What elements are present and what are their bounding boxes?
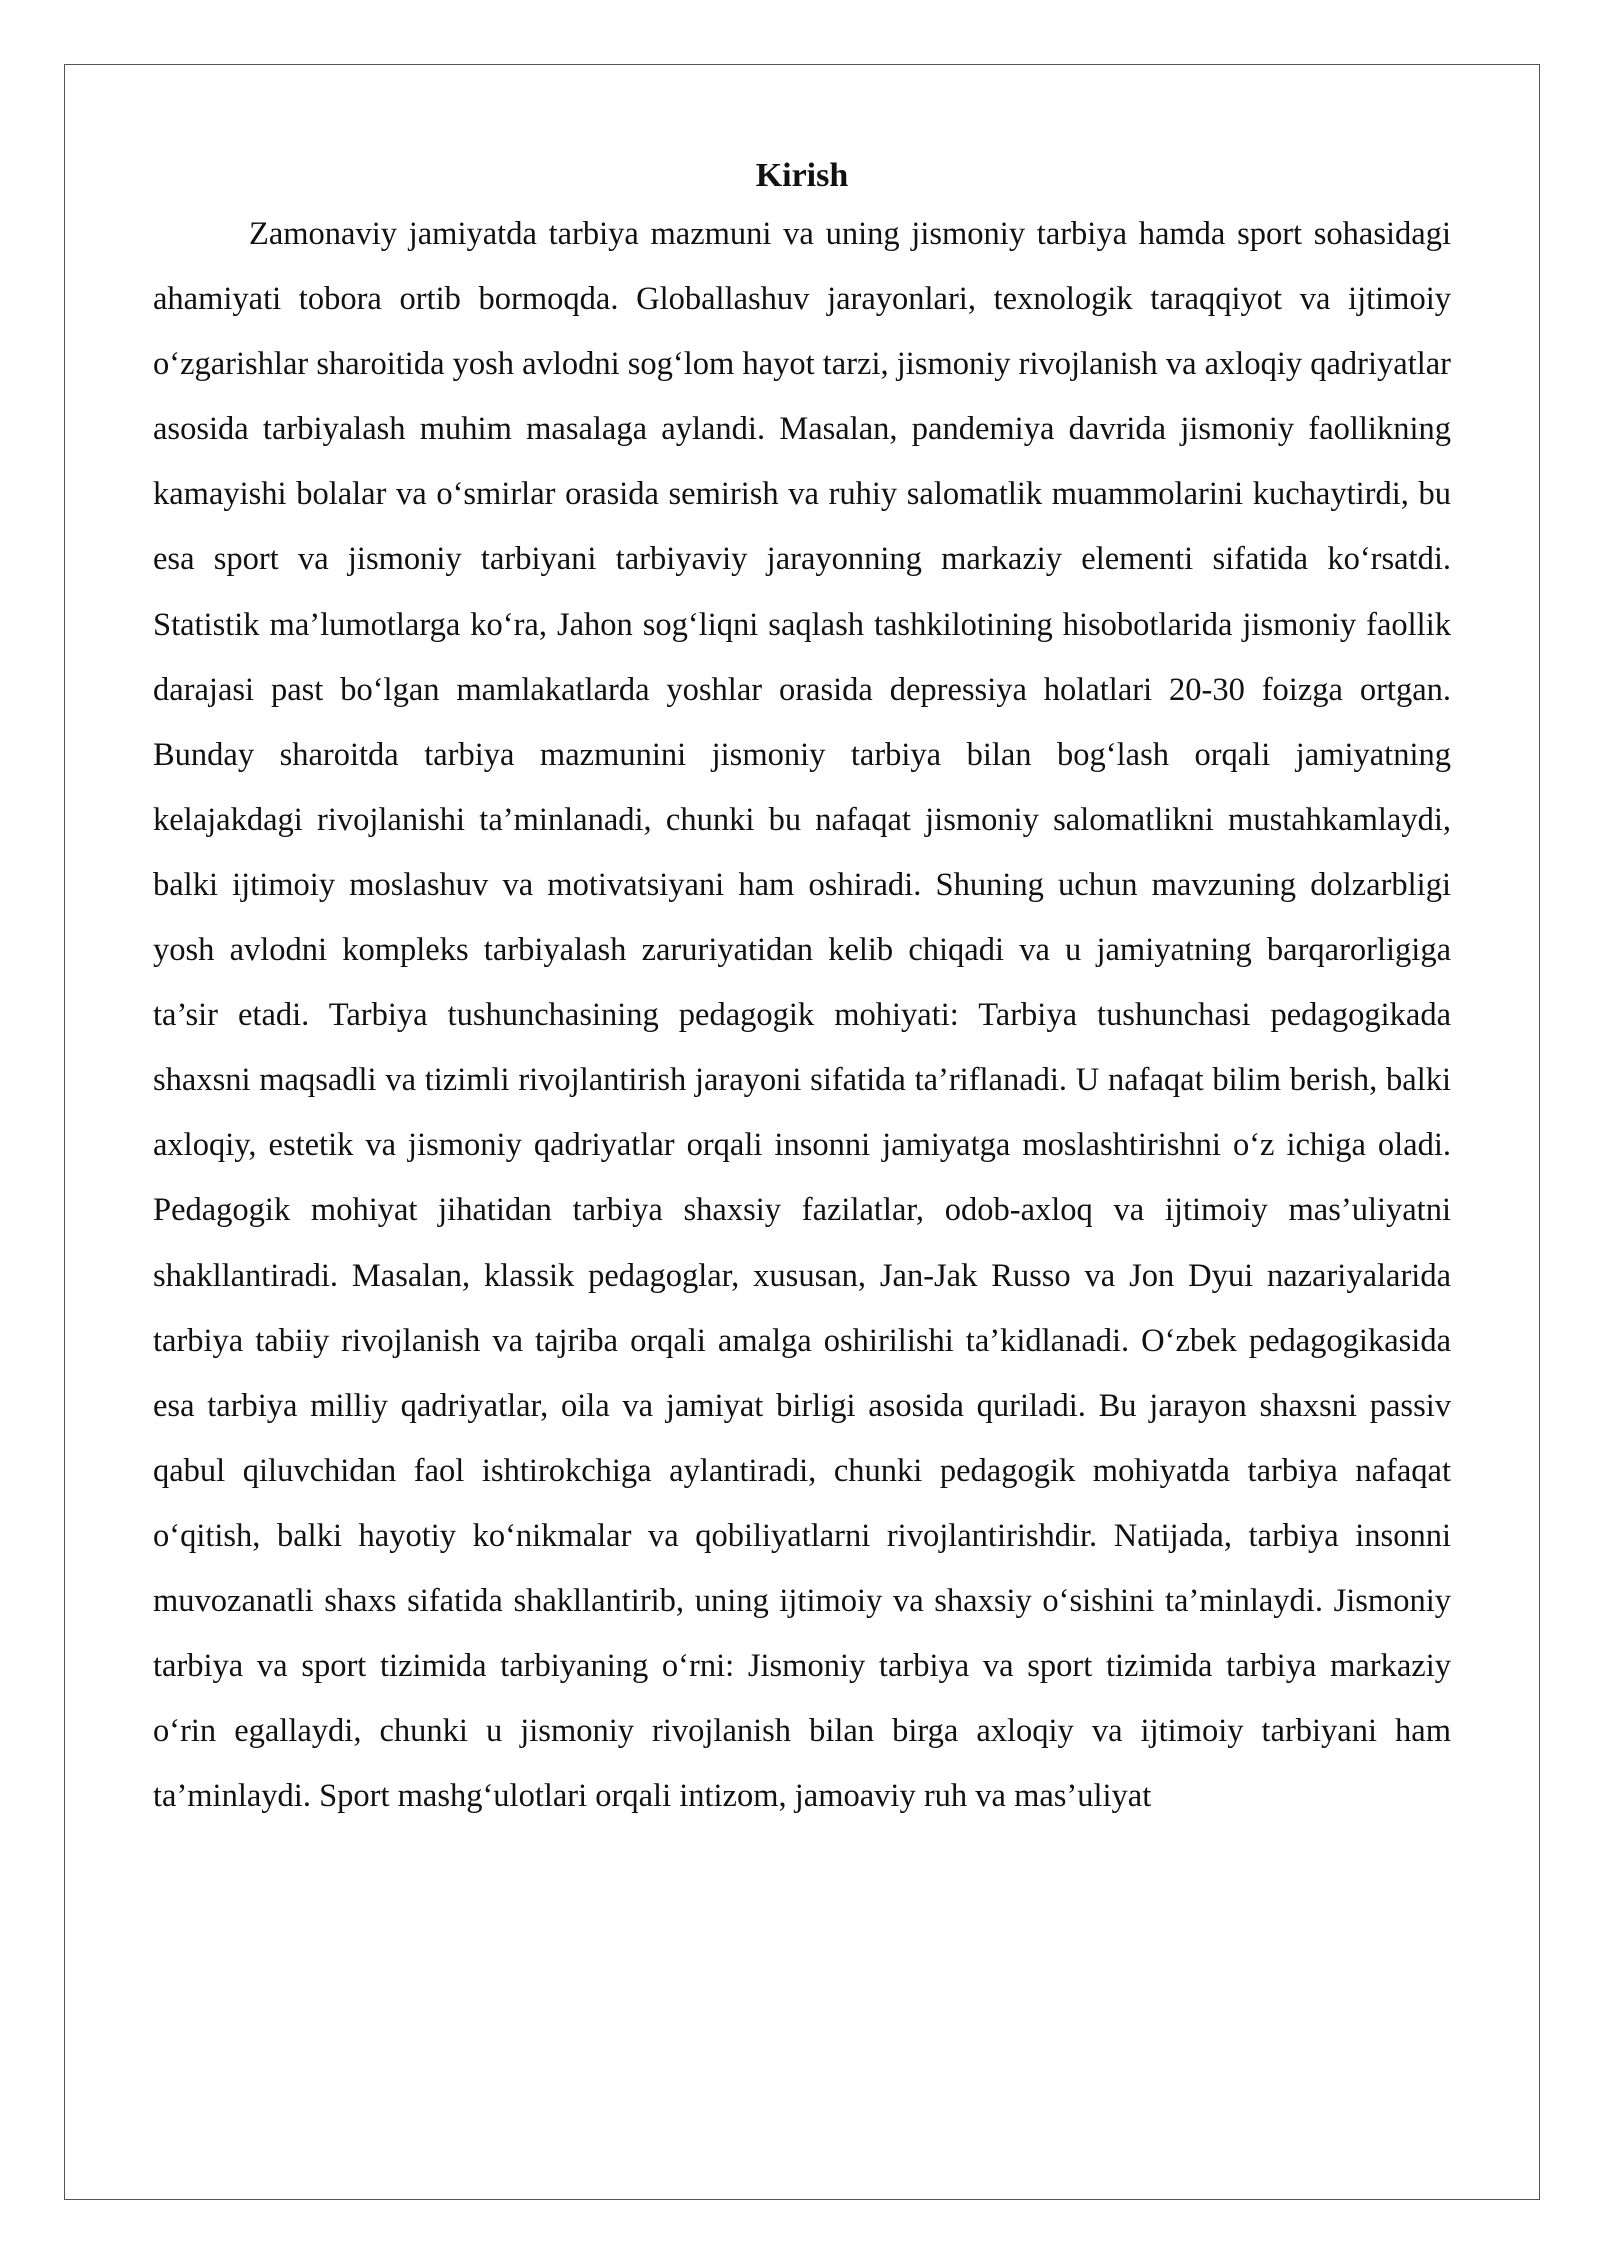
body-paragraph: Zamonaviy jamiyatda tarbiya mazmuni va uning jismoniy tarbiya hamda sport sohasidagi ahamiyati tobora ortib bormoqda. Globallashuv jarayonlari, texnologik taraqqiyot va ijtimoiy o‘zgarishlar sharoitida yosh avlodni sog‘lom hayot tarzi, jismoniy rivojlanish va axloqiy qadriyatlar asosida tarbiyalash muhim masalaga aylandi. Masalan, pandemiya davrida jismoniy faollikning kamayishi bolalar va o‘smirlar orasida semirish va ruhiy salomatlik muammolarini kuchaytirdi, bu esa sport va jismoniy tarbiyani tarbiyaviy jarayonning markaziy elementi sifatida ko‘rsatdi. Statistik ma’lumotlarga ko‘ra, Jahon sog‘liqni saqlash tashkilotining hisobotlarida jismoniy faollik darajasi past bo‘lgan mamlakatlarda yoshlar orasida depressiya holatlari 20-30 foizga ortgan. Bunday sharoitda tarbiya mazmunini jismoniy tarbiya bilan bog‘lash orqali jamiyatning kelajakdagi rivojlanishi ta’minlanadi, chunki bu nafaqat jismoniy salomatlikni mustahkamlaydi, balki ijtimoiy moslashuv va motivatsiyani ham oshiradi. Shuning uchun mavzuning dolzarbligi yosh avlodni kompleks tarbiyalash zaruriyatidan kelib chiqadi va u jamiyatning barqarorligiga ta’sir etadi. Tarbiya tushunchasining pedagogik mohiyati: Tarbiya tushunchasi pedagogikada shaxsni maqsadli va tizimli rivojlantirish jarayoni sifatida ta’riflanadi. U nafaqat bilim berish, balki axloqiy, estetik va jismoniy qadriyatlar orqali insonni jamiyatga moslashtirishni o‘z ichiga oladi. Pedagogik mohiyat jihatidan tarbiya shaxsiy fazilatlar, odob-axloq va ijtimoiy mas’uliyatni shakllantiradi. Masalan, klassik pedagoglar, xususan, Jan-Jak Russo va Jon Dyui nazariyalarida tarbiya tabiiy rivojlanish va tajriba orqali amalga oshirilishi ta’kidlanadi. O‘zbek pedagogikasida esa tarbiya milliy qadriyatlar, oila va jamiyat birligi asosida quriladi. Bu jarayon shaxsni passiv qabul qiluvchidan faol ishtirokchiga aylantiradi, chunki pedagogik mohiyatda tarbiya nafaqat o‘qitish, balki hayotiy ko‘nikmalar va qobiliyatlarni rivojlantirishdir. Natijada, tarbiya insonni muvozanatli shaxs sifatida shakllantirib, uning ijtimoiy va shaxsiy o‘sishini ta’minlaydi. Jismoniy tarbiya va sport tizimida tarbiyaning o‘rni: Jismoniy tarbiya va sport tizimida tarbiya markaziy o‘rin egallaydi, chunki u jismoniy rivojlanish bilan birga axloqiy va ijtimoiy tarbiyani ham ta’minlaydi. Sport mashg‘ulotlari orqali intizom, jamoaviy ruh va mas’uliyat	[153, 216, 1451, 1815]
document-title: Kirish	[755, 157, 849, 194]
document-body	[153, 150, 1451, 1829]
